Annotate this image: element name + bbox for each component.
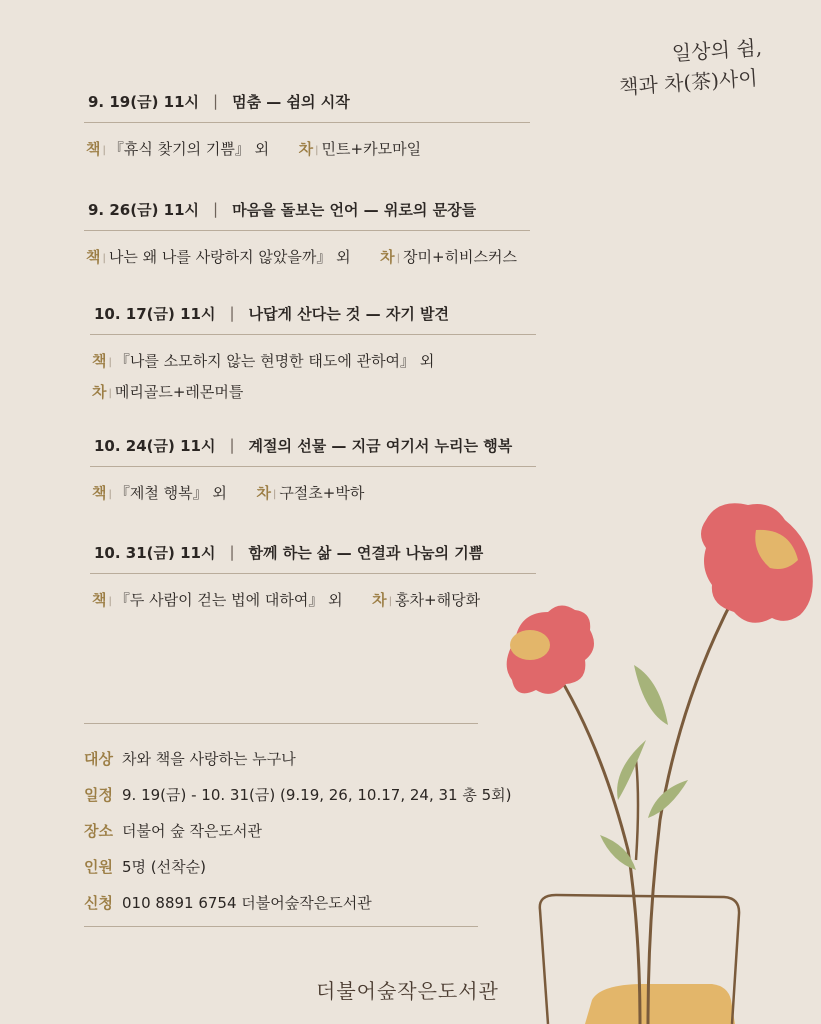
divider: | [108,357,112,368]
info-value: 5명 (선착순) [122,857,206,876]
session-date: 9. 26(금) 11시 [88,200,200,219]
separator: | [213,200,219,218]
session-title: 나답게 산다는 것 — 자기 발견 [248,304,450,323]
separator: | [229,436,235,454]
flower-icon [701,503,813,622]
session-title: 계절의 선물 — 지금 여기서 누리는 행복 [248,436,513,455]
divider: | [272,489,277,500]
leaf-icon [617,740,646,800]
tea-label: 차 [92,383,107,401]
stem-icon [636,760,638,860]
session-title: 마음을 돌보는 언어 — 위로의 문장들 [232,200,477,219]
divider: | [396,253,401,264]
divider: | [388,596,393,607]
tea-name: 홍차+해당화 [395,591,481,609]
book-title: 『두 사람이 걷는 법에 대하여』 외 [114,591,343,609]
session-date: 10. 31(금) 11시 [94,543,216,562]
session-title: 함께 하는 삶 — 연결과 나눔의 기쁨 [248,543,484,562]
tea-label: 차 [372,591,387,609]
divider: | [102,145,106,156]
session-title: 멈춤 — 쉼의 시작 [232,92,350,111]
book-label: 책 [92,352,107,370]
divider: | [102,253,106,264]
info-value: 더불어 숲 작은도서관 [122,821,262,840]
info-value: 차와 책을 사랑하는 누구나 [122,749,296,768]
tagline-line2: 책과 차(茶)사이 [618,65,759,100]
divider: | [108,596,112,607]
book-title: 『휴식 찾기의 기쁨』 외 [108,140,270,158]
flower-icon [507,605,594,693]
info-key: 대상 [84,749,113,768]
leaf-icon [600,835,636,870]
book-title: 『제철 행복』 외 [114,484,227,502]
tagline-line1: 일상의 쉼, [671,35,763,66]
divider: | [108,388,112,399]
separator: | [229,304,235,322]
tea-name: 구절초+박하 [279,484,365,502]
tea-name: 메리골드+레몬머틀 [114,383,244,401]
book-title: 『나를 소모하지 않는 현명한 태도에 관하여』 외 [114,352,435,370]
session-date: 10. 24(금) 11시 [94,436,216,455]
book-label: 책 [92,484,107,502]
separator: | [229,543,235,561]
leaf-icon [634,665,668,725]
info-key: 신청 [84,893,113,912]
info-key: 인원 [84,857,113,876]
session-date: 9. 19(금) 11시 [88,92,200,111]
library-logo: 더불어숲작은도서관 [316,979,499,1003]
tea-label: 차 [298,140,314,158]
session-date: 10. 17(금) 11시 [94,304,216,323]
tea-label: 차 [380,248,395,266]
book-label: 책 [92,591,107,609]
info-value: 010 8891 6754 더불어숲작은도서관 [122,893,372,912]
info-key: 일정 [84,785,113,804]
info-key: 장소 [84,821,113,840]
tea-name: 민트+카모마일 [321,140,422,158]
info-value: 9. 19(금) - 10. 31(금) (9.19, 26, 10.17, 24, 31 총 5회) [122,785,512,804]
divider: | [108,489,112,500]
separator: | [213,92,219,110]
divider: | [315,145,319,156]
book-label: 책 [86,248,101,266]
book-title: 나는 왜 나를 사랑하지 않았을까』 외 [108,248,351,266]
tea-label: 차 [256,484,271,502]
tea-name: 장미+히비스커스 [403,248,518,266]
book-label: 책 [86,140,101,158]
stem-icon [552,665,640,1024]
pot-icon [585,984,735,1024]
